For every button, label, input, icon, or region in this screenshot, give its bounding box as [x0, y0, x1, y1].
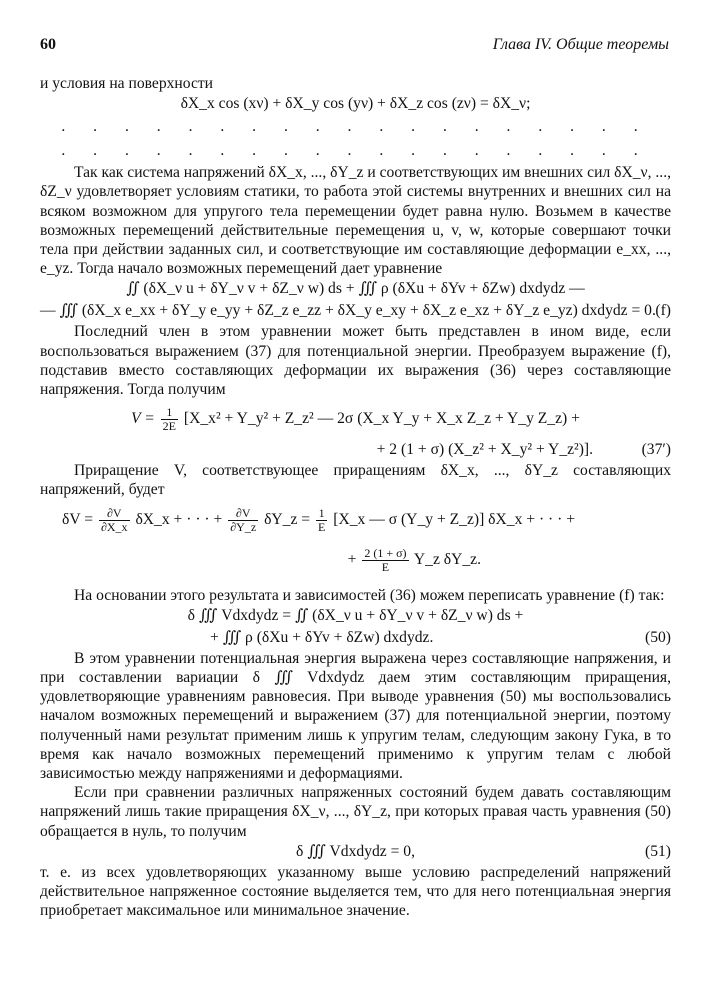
equation-37prime-line1 [40, 399, 671, 439]
numerator: ∂V [99, 507, 130, 521]
equation-37prime-line2 [40, 439, 671, 461]
denominator: ∂Y_z [230, 519, 257, 534]
eq-term: δY_z = [264, 510, 311, 528]
eq-term: δV = [62, 510, 94, 528]
page-number: 60 [40, 36, 56, 53]
ellipsis-row: . . . . . . . . . . . . . . . . . . . [61, 118, 650, 136]
numerator: 2 (1 + σ) [364, 545, 407, 560]
equation-51 [40, 841, 671, 863]
denominator: ∂X_x [100, 519, 128, 534]
numerator: 1 [161, 406, 178, 420]
equation-deltaV-line1 [40, 500, 671, 540]
paragraph: В этом уравнении потенциальная энергия выражена через составляющие напряжения, и при составлении вариации δ ∭ Vdxdydz даем этим составляющим приращения, удовлетворяющие уравнениям равновесия. При выводе уравнения (50) мы воспользовались началом возможных перемещений и выражением (37) для потенциальной энергии, поэтому полученный нами результат применим лишь к упругим телам, следующим закону Гука, в то время как начало возможных перемещений применимо к упругим телам с любой зависимостью между напряжениями и деформациями. [40, 649, 671, 783]
eq-term: δ ∭ Vdxdydz = 0, [295, 842, 416, 860]
fraction [316, 507, 327, 534]
equation-f-body: — ∭ (δX_x e_xx + δY_y e_yy + δZ_z e_zz + δX_y e_xy + δX_z e_xz + δY_z e_yz) dxdydz = 0. [40, 302, 656, 320]
equation-deltaV-line2 [40, 540, 671, 580]
equation-number: (37′) [641, 441, 671, 459]
paragraph: т. е. из всех удовлетворяющих указанному выше условию распределений напряжений действительное напряженное состояние выделяется тем, что для него потенциальная энергия приобретает максимальное или минимальное значение. [40, 863, 671, 920]
denominator: 2E [162, 419, 177, 434]
paragraph: На основании этого результата и зависимостей (36) можем переписать уравнение (f) так: [74, 586, 665, 604]
equation-boundary: δX_x cos (xν) + δX_y cos (yν) + δX_z cos (zν) = δX_ν; [180, 95, 531, 113]
equation-number: (50) [645, 628, 671, 646]
numerator: ∂V [228, 507, 258, 521]
page-body [40, 74, 671, 920]
fraction [99, 507, 130, 534]
paragraph: Приращение V, соответствующее приращениям δX_x, ..., δY_z составляющих напряжений, будет [40, 462, 671, 499]
eq-term: δX_x + · · · + [135, 510, 223, 528]
equation-50-line2 [40, 627, 671, 649]
equation-number: (51) [645, 842, 671, 860]
eq-term: + 2 (1 + σ) (X_z² + X_y² + Y_z²)]. [376, 441, 593, 459]
fraction [161, 406, 178, 433]
eq-term: Y_z δY_z. [413, 550, 481, 568]
fraction [228, 507, 258, 534]
eq-term: + ∭ ρ (δXu + δYv + δZw) dxdydz. [210, 628, 434, 646]
ellipsis-row: . . . . . . . . . . . . . . . . . . . [61, 142, 650, 160]
equation-f-line1: ∬ (δX_ν u + δY_ν v + δZ_ν w) ds + ∭ ρ (δXu + δYv + δZw) dxdydz — [126, 280, 585, 298]
paragraph: Если при сравнении различных напряженных состояний будем давать составляющим напряжений лишь такие приращения δX_ν, ..., δY_z, при которых правая часть уравнения (50) обращается в нуль, то получим [40, 784, 671, 840]
text-line: и условия на поверхности [40, 75, 214, 92]
denominator: E [318, 519, 326, 534]
eq-term: [X_x² + Y_y² + Z_z² — 2σ (X_x Y_y + X_x Z_z + Y_y Z_z) + [183, 410, 580, 428]
paragraph: Так как система напряжений δX_x, ..., δY_z и соответствующих им внешних сил δX_ν, ..., δZ_ν удовлетворяет условиям статики, то работа этой системы внутренних и внешних сил на всяком возможном для упругого тела перемещении будет равна нулю. Возьмем в качестве возможных перемещений действительные перемещения u, v, w, которые совершают точки тела при действии заданных сил, и соответствующие им составляющие деформации e_xx, ..., e_yz. Тогда начало возможных перемещений дает уравнение [40, 164, 671, 278]
fraction [362, 547, 408, 574]
eq-term: + [347, 550, 357, 568]
paragraph: Последний член в этом уравнении может быть представлен в ином виде, если воспользоваться выражением (37) для потенциальной энергии. Преобразуем выражение (f), подставив вместо составляющих деформации их выражения (36) через составляющие напряжения. Тогда получим [40, 323, 671, 399]
page-header [40, 36, 669, 56]
equation-number: (f) [655, 302, 671, 320]
equation-f-line2 [40, 300, 671, 322]
numerator: 1 [316, 507, 327, 521]
equation-50-line1: δ ∭ Vdxdydz = ∬ (δX_ν u + δY_ν v + δZ_ν w) ds + [187, 606, 524, 624]
running-title: Глава IV. Общие теоремы [492, 36, 669, 53]
eq-term: [X_x — σ (Y_y + Z_z)] δX_x + · · · + [333, 510, 576, 528]
eq-term: V = [131, 410, 155, 428]
denominator: E [381, 559, 390, 574]
